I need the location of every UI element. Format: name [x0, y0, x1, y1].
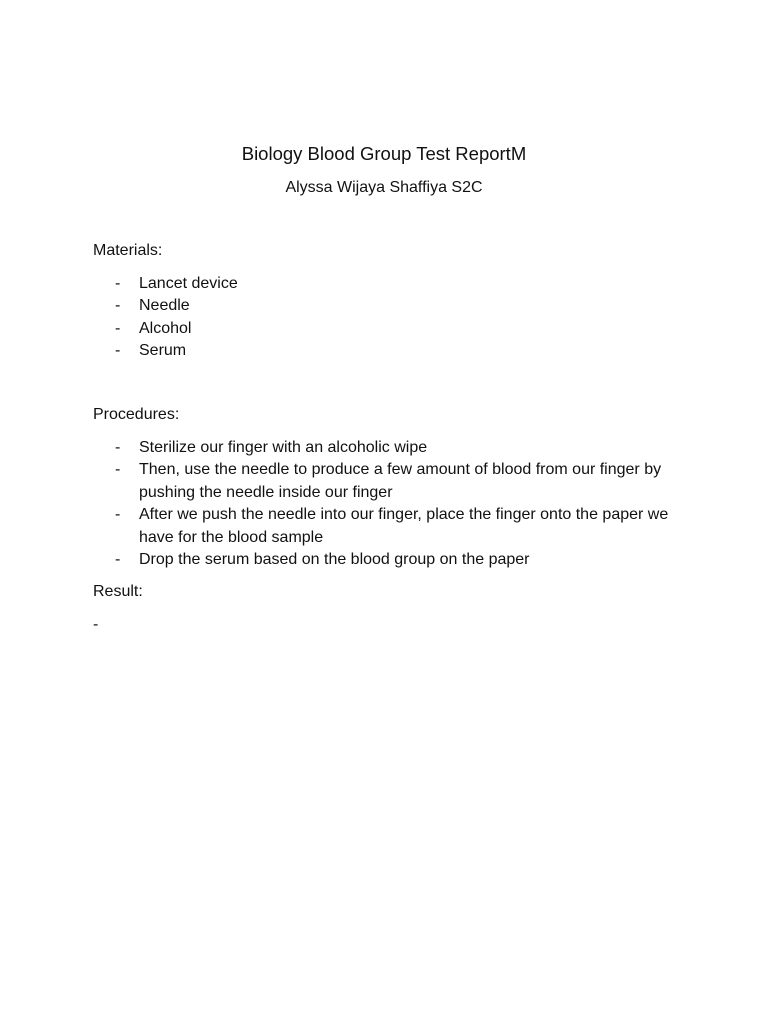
list-item: [93, 295, 693, 318]
procedures-list: [93, 437, 693, 572]
material-text: Needle: [139, 297, 190, 314]
materials-section: [93, 240, 693, 363]
list-bullet: -: [115, 342, 121, 359]
list-bullet: -: [115, 461, 121, 478]
list-bullet: -: [115, 551, 121, 568]
list-bullet: -: [115, 297, 121, 314]
list-item: [93, 273, 693, 296]
list-item: [93, 437, 693, 460]
procedure-text: After we push the needle into our finger, place the finger onto the paper we have for the blood sample: [139, 506, 669, 546]
procedures-section: [93, 404, 693, 572]
list-bullet: -: [115, 274, 121, 292]
materials-list: [93, 273, 693, 363]
list-item: [93, 504, 693, 549]
procedure-text: Sterilize our finger with an alcoholic wipe: [139, 438, 428, 456]
list-bullet: -: [115, 506, 121, 523]
result-heading: Result:: [93, 583, 143, 600]
materials-heading: Materials:: [93, 242, 163, 259]
material-text: Serum: [139, 342, 187, 359]
document-title: Biology Blood Group Test ReportM: [241, 143, 527, 164]
list-bullet: -: [115, 319, 121, 337]
material-text: Lancet device: [139, 274, 238, 292]
result-value: -: [93, 616, 99, 633]
list-item: [93, 459, 693, 504]
material-text: Alcohol: [139, 319, 192, 337]
list-item: [93, 318, 693, 341]
list-item: [93, 549, 693, 572]
procedures-heading: Procedures:: [93, 406, 180, 423]
list-bullet: -: [115, 438, 121, 456]
list-item: [93, 340, 693, 363]
procedure-text: Then, use the needle to produce a few amount of blood from our finger by pushing the needle inside our finger: [139, 461, 662, 501]
procedure-text: Drop the serum based on the blood group on the paper: [139, 551, 530, 568]
result-section: [93, 581, 693, 604]
document-author: Alyssa Wijaya Shaffiya S2C: [285, 179, 483, 196]
